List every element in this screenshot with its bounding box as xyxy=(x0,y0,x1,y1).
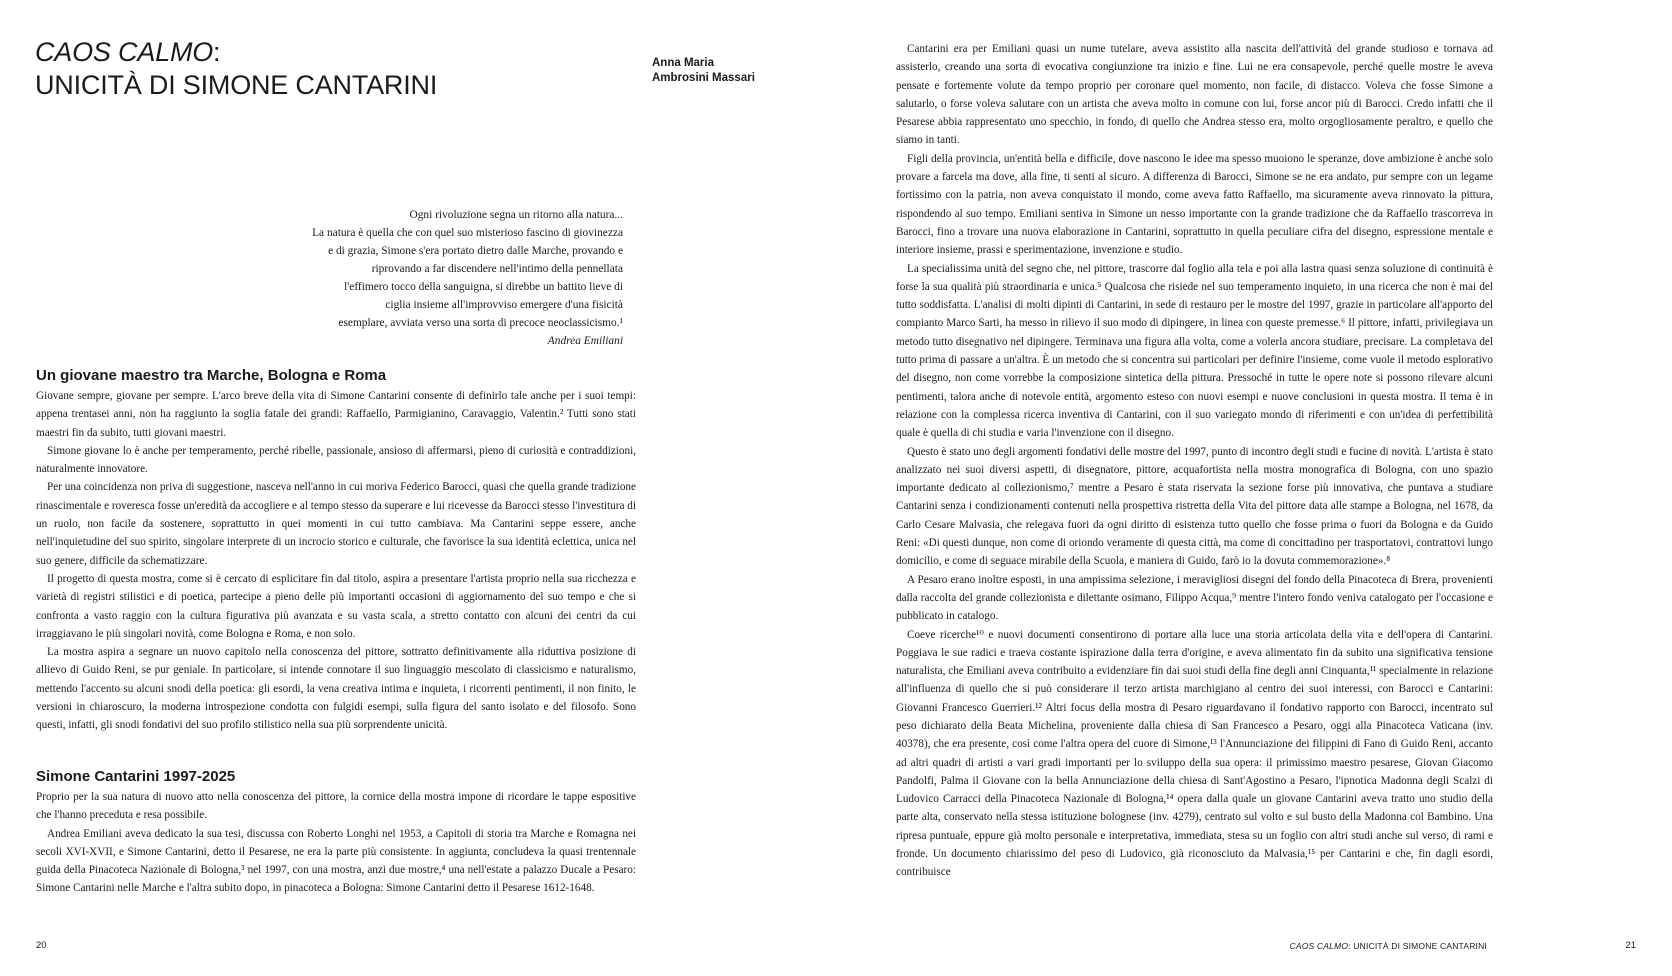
title-colon: : xyxy=(213,37,221,67)
running-header xyxy=(1289,940,1487,952)
body-paragraph: A Pesaro erano inoltre esposti, in una ampissima selezione, i meravigliosi disegni del fondo della Pinacoteca di Brera, provenienti dalla raccolta del grande collezionista e dilettante osimano, Filippo Acqua,⁹ mentre l'intero fondo veniva catalogato per l'occasione e pubblicato in catalogo. xyxy=(896,573,1493,623)
author-line1: Anna Maria xyxy=(652,57,714,69)
body-paragraph: La mostra aspira a segnare un nuovo capitolo nella conoscenza del pittore, sottratto definitivamente alla riduttiva posizione di allievo di Guido Reni, se pur geniale. In particolare, si intende connotare il suo linguaggio mescolato di classicismo e naturalismo, mettendo l'accento su alcuni snodi della poetica: gli esordi, la vena creativa intima e inquieta, i ricorrenti pentimenti, il non finito, le versioni in chiaroscuro, la moderna introspezione condotta con fulgidi esempi, sulla figura del santo isolato e del filosofo. Sono questi, infatti, gli snodi fondativi del suo profilo stilistico nella sua più sorprendente unicità. xyxy=(36,646,636,732)
epigraph-line: e di grazia, Simone s'era portato dietro dalle Marche, provando e xyxy=(328,245,623,257)
title-italic: CAOS CALMO xyxy=(35,37,214,67)
epigraph xyxy=(250,206,623,350)
page-number-right: 21 xyxy=(1625,940,1636,951)
body-paragraph: Questo è stato uno degli argomenti fondativi delle mostre del 1997, punto di incontro degli studi e fucine di novità. L'artista è stato analizzato nei suoi diversi aspetti, di disegnatore, pittore, acquafortista nella mostra monografica di Bologna, con uno spazio importante dedicato al collezionismo,⁷ mentre a Pesaro è stata riservata la sezione forse più innovativa, che puntava a studiare Cantarini senza i condizionamenti contenuti nella prospettiva ristretta della Vita del pittore data alle stampe a Bologna, nel 1678, da Carlo Cesare Malvasia, che relegava fuori da ogni diritto di esistenza tutto quello che fosse prima o fuori da Bologna e da Guido Reni: «Di questi dunque, non come di oriondo veramente di questa città, ma come di concittadino per trasportatovi, contrattovi lungo domicilio, e come di seguace mirabile della Scuola, e maniera di Guido, farò io la dovuta commemorazione».⁸ xyxy=(896,445,1493,568)
body-paragraph: Per una coincidenza non priva di suggestione, nasceva nell'anno in cui moriva Federico Barocci, quasi che quella grande tradizione rinascimentale e roveresca fosse un'eredità da accogliere e al tempo stesso da superare e lui ricevesse da Barocci stesso l'investitura di un ruolo, non facile da sostenere, soprattutto in quei momenti in cui tutto cambiava. Ma Cantarini seppe essere, anche nell'inquietudine del suo spirito, singolare interprete di un incrocio storico e culturale, che favorisce la sua identità eclettica, unica nel suo genere, difficile da schematizzare. xyxy=(36,481,636,567)
right-page xyxy=(836,0,1672,976)
article-title xyxy=(35,36,437,102)
section-heading: Simone Cantarini 1997-2025 xyxy=(36,768,236,785)
body-paragraph: Giovane sempre, giovane per sempre. L'arco breve della vita di Simone Cantarini consente di definirlo tale anche per i suoi tempi: appena trentasei anni, non ha raggiunto la soglia fatale dei grandi: Raffaello, Parmigianino, Caravaggio, Valentin.² Tutti sono stati maestri fin da subito, tutti giovani maestri. xyxy=(36,390,636,439)
running-italic: CAOS CALMO xyxy=(1289,941,1349,951)
body-paragraph: Cantarini era per Emiliani quasi un nume tutelare, aveva assistito alla nascita dell'attività del grande studioso e tornava ad assisterlo, creando una sorta di evocativa congiunzione tra inizio e fine. Lui ne era consapevole, perché quelle mostre le aveva pensate e fortemente volute da tempo proprio per coronare quel momento, non facile, di distacco. Voleva che fosse Simone a salutarlo, o forse voleva salutare con un artista che aveva molto in comune con lui, forse ancor più di Barocci. Credo infatti che il Pesarese abbia rappresentato uno specchio, in fondo, di quello che Andrea stesso era, molto orgogliosamente peraltro, e quello che siamo in tanti. xyxy=(896,43,1493,147)
body-paragraph: Il progetto di questa mostra, come si è cercato di esplicitare fin dal titolo, aspira a presentare l'artista proprio nella sua ricchezza e varietà di registri stilistici e di poetica, partecipe a pieno delle più importanti occasioni di aggiornamento del suo tempo e che si confronta a vasto raggio con la cultura figurativa più avanzata e su vasta scala, a stretto contatto con alcuni dei centri da cui irraggiavano le più singolari novità, come Bologna e Roma, e non solo. xyxy=(36,572,636,640)
running-rest: : UNICITÀ DI SIMONE CANTARINI xyxy=(1348,941,1487,951)
epigraph-line: Ogni rivoluzione segna un ritorno alla natura... xyxy=(409,209,623,221)
body-paragraph: Simone giovane lo è anche per temperamento, perché ribelle, passionale, ansioso di affermarsi, pieno di curiosità e contraddizioni, naturalmente innovatore. xyxy=(36,444,636,476)
page-number-left: 20 xyxy=(36,940,47,951)
right-page-body xyxy=(896,40,1493,882)
epigraph-line: riprovando a far discendere nell'intimo della pennellata xyxy=(371,263,623,275)
body-paragraph: Proprio per la sua natura di nuovo atto nella conoscenza del pittore, la cornice della mostra impone di ricordare le tappe espositive che l'hanno preceduta e resa possibile. xyxy=(36,791,636,822)
author-line2: Ambrosini Massari xyxy=(652,72,755,84)
epigraph-line: La natura è quella che con quel suo misterioso fascino di giovinezza xyxy=(312,227,623,239)
body-paragraph: Andrea Emiliani aveva dedicato la sua tesi, discussa con Roberto Longhi nel 1953, a Capitoli di storia tra Marche e Romagna nei secoli XVI-XVII, e Simone Cantarini, detto il Pesarese, ne era la parte più consistente. In aggiunta, concludeva la quasi trentennale guida della Pinacoteca Nazionale di Bologna,³ nel 1997, con una mostra, anzi due mostre,⁴ una nell'estate a palazzo Ducale a Pesaro: Simone Cantarini nelle Marche e l'altra subito dopo, in pinacoteca a Bologna: Simone Cantarini detto il Pesarese 1612-1648. xyxy=(36,827,636,895)
body-paragraph: Figli della provincia, un'entità bella e difficile, dove nascono le idee ma spesso muoiono le speranze, dove ambizione è anche solo provare a farcela ma dove, alla fine, ti senti al sicuro. A differenza di Barocci, Simone se ne era andato, pur sempre con un legame fortissimo con la patria, non aveva conquistato il mondo, come aveva fatto Raffaello, ma sicuramente aveva rinnovato la pittura, rispondendo al suo tempo. Emiliani sentiva in Simone un nesso importante con la grande tradizione che da Raffaello trascorreva in Barocci, fino a trovare una nuova elaborazione in Cantarini, soprattutto in quella peculiare cifra del disegno, espressione mentale e interiore insieme, prassi e sperimentazione, invenzione e studio. xyxy=(896,152,1493,257)
body-paragraph: La specialissima unità del segno che, nel pittore, trascorre dal foglio alla tela e poi alla lastra quasi senza soluzione di continuità è forse la sua qualità più straordinaria e unica.⁵ Qualcosa che risiede nel suo temperamento inquieto, in una ricerca che non è mai del tutto soddisfatta. L'analisi di molti dipinti di Cantarini, in sede di restauro per le mostre del 1997, grazie in particolare all'apporto del compianto Marco Sarti, ha messo in rilievo il suo modo di dipingere, in linea con queste premesse.⁶ Il pittore, infatti, privilegiava un metodo tutto disegnativo nel dipingere. Terminava una figura alla volta, come a volerla ancora studiare, precisare. La completava del tutto prima di passare a un'altra. È un metodo che si concentra sui particolari per definire l'insieme, come vuole il metodo esplorativo del disegno, non come vorrebbe la composizione sintetica della pittura. Pressoché in tutte le opere note si possono rilevare alcuni pentimenti, talora anche di notevole entità, argomento esteso con nuovi esempi e nuove conclusioni in questa mostra. Il tema è in relazione con la complessa ricerca inventiva di Cantarini, con il suo variegato mondo di riferimenti e con un'idea di perfettibilità quale è quella di chi studia e varia l'invenzione con il disegno. xyxy=(896,262,1493,440)
title-line2: UNICITÀ DI SIMONE CANTARINI xyxy=(35,70,438,100)
section-heading: Un giovane maestro tra Marche, Bologna e Roma xyxy=(36,367,387,384)
author-name xyxy=(652,56,755,86)
epigraph-line: ciglia insieme all'improvviso emergere d'una fisicità xyxy=(385,299,623,311)
body-paragraph: Coeve ricerche¹⁰ e nuovi documenti consentirono di portare alla luce una storia articolata della vita e dell'opera di Cantarini. Poggiava le sue radici e traeva costante ispirazione dalla terra d'origine, e aveva alimentato fin da subito una significativa tensione naturalista, che Emiliani aveva contribuito a evidenziare fin dai suoi studi della fine degli anni Cinquanta,¹¹ specialmente in relazione all'influenza di quello che si può considerare il terzo artista marchigiano al centro dei suoi interessi, con Barocci e Cantarini: Giovanni Francesco Guerrieri.¹² Altri focus della mostra di Pesaro riguardavano il fondativo rapporto con Barocci, incentrato sul peso dichiarato della Beata Michelina, proveniente dalla chiesa di San Francesco a Pesaro, oggi alla Pinacoteca Vaticana (inv. 40378), che era presente, così come l'altra opera del cuore di Simone,¹³ l'Annunciazione dei filippini di Fano di Guido Reni, accanto ad altri quadri di artisti a vari gradi importanti per lo sviluppo della sua opera: il primissimo maestro pesarese, Giovan Giacomo Pandolfi, Palma il Giovane con la bella Annunciazione della chiesa di Sant'Agostino a Pesaro, l'ipnotica Madonna degli Scalzi di Ludovico Carracci della Pinacoteca Nazionale di Bologna,¹⁴ opera dalla quale un giovane Cantarini aveva tratto uno studio della parte alta, conservato nella stessa istituzione bolognese (inv. 4279), centrato sul volto e sul busto della Madonna col Bambino. Una ripresa puntuale, eppure già molto personale e interpretativa, immediata, stesa su un foglio con altri studi anche sul verso, di rami e fronde. Un documento chiarissimo del peso di Ludovico, già riconosciuto da Malvasia,¹⁵ per Cantarini e che, fin dagli esordi, contribuisce xyxy=(896,628,1493,879)
epigraph-attribution: Andrea Emiliani xyxy=(547,335,623,347)
section-cantarini-1997-2025 xyxy=(36,767,636,898)
epigraph-line: l'effimero tocco della sanguigna, si direbbe un battito lieve di xyxy=(344,281,623,293)
section-giovane-maestro xyxy=(36,366,636,735)
epigraph-line: esemplare, avviata verso una sorta di precoce neoclassicismo.¹ xyxy=(338,317,623,329)
